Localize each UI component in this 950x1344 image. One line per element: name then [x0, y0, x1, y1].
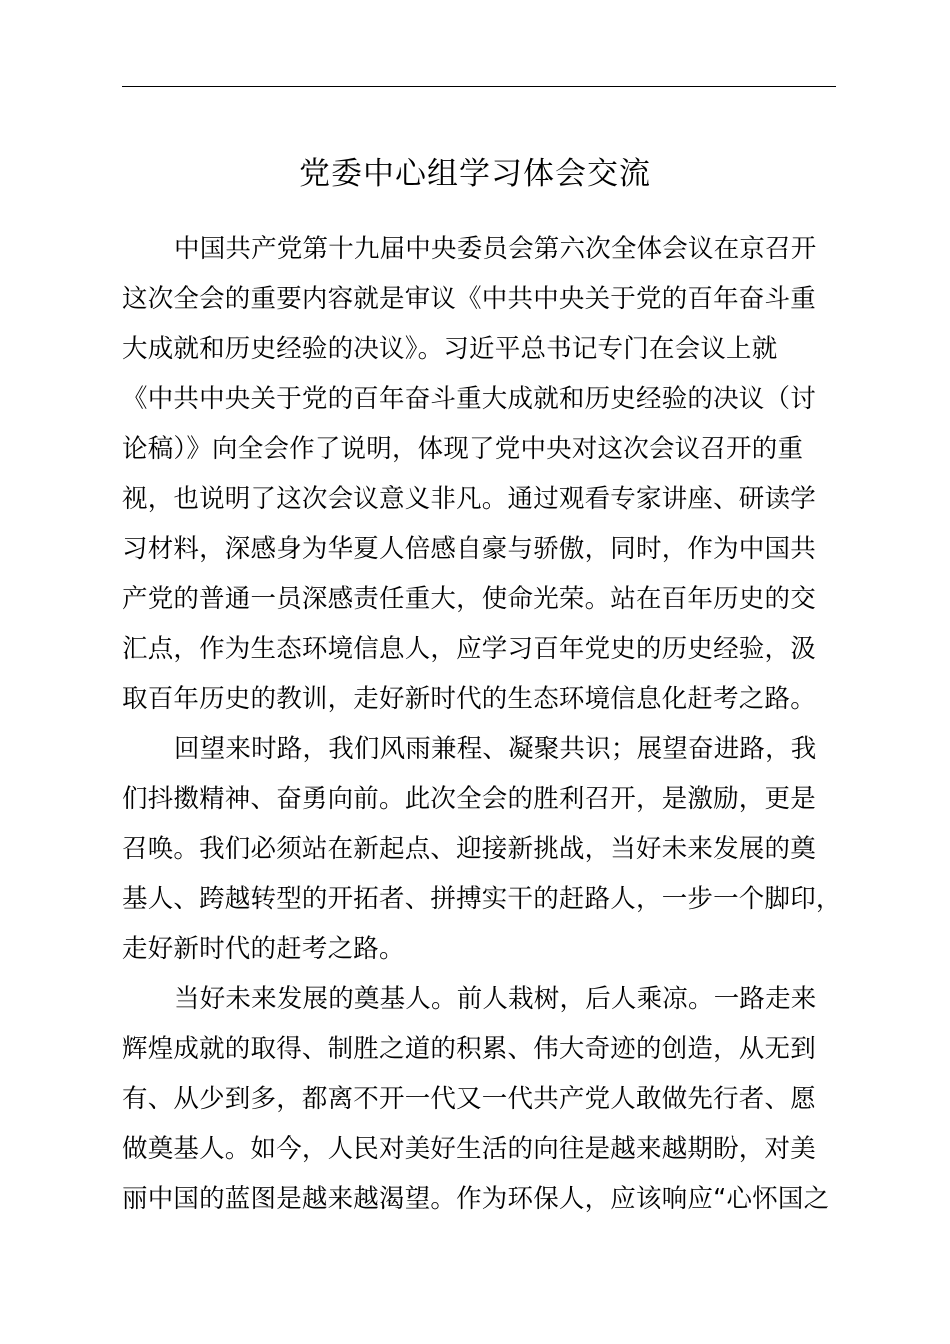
- text-line: 有、从少到多，都离不开一代又一代共产党人敢做先行者、愿: [122, 1084, 816, 1114]
- text-line: 做奠基人。如今，人民对美好生活的向往是越来越期盼，对美: [122, 1134, 816, 1164]
- text-line: 视，也说明了这次会议意义非凡。通过观看专家讲座、研读学: [122, 484, 816, 514]
- text-line: 辉煌成就的取得、制胜之道的积累、伟大奇迹的创造，从无到: [122, 1034, 816, 1064]
- text-line: 召唤。我们必须站在新起点、迎接新挑战，当好未来发展的奠: [122, 834, 816, 864]
- text-line: 论稿）》向全会作了说明，体现了党中央对这次会议召开的重: [122, 434, 804, 464]
- text-line: 产党的普通一员深感责任重大，使命光荣。站在百年历史的交: [122, 584, 816, 614]
- document-title: 党委中心组学习体会交流: [299, 156, 651, 192]
- text-line: 汇点，作为生态环境信息人，应学习百年党史的历史经验，汲: [122, 634, 816, 664]
- text-line: 们抖擞精神、奋勇向前。此次全会的胜利召开，是激励，更是: [122, 784, 816, 814]
- text-line: 大成就和历史经验的决议》。习近平总书记专门在会议上就: [122, 334, 778, 364]
- text-line: 回望来时路，我们风雨兼程、凝聚共识；展望奋进路，我: [174, 734, 817, 764]
- text-line: 取百年历史的教训，走好新时代的生态环境信息化赶考之路。: [122, 684, 816, 714]
- paragraph-2: [122, 730, 872, 980]
- text-line: 《中共中央关于党的百年奋斗重大成就和历史经验的决议（讨: [122, 384, 816, 414]
- text-line: 习材料，深感身为华夏人倍感自豪与骄傲，同时，作为中国共: [122, 534, 816, 564]
- header-rule: [122, 86, 836, 87]
- text-line: 中国共产党第十九届中央委员会第六次全体会议在京召开: [174, 234, 817, 264]
- paragraph-1: [122, 230, 872, 730]
- text-line: 丽中国的蓝图是越来越渴望。作为环保人，应该响应“心怀国之: [122, 1184, 830, 1214]
- document-body: [122, 230, 872, 1230]
- text-line: 基人、跨越转型的开拓者、拼搏实干的赶路人，一步一个脚印，: [122, 884, 842, 914]
- text-line: 当好未来发展的奠基人。前人栽树，后人乘凉。一路走来: [174, 984, 817, 1014]
- text-line: 走好新时代的赶考之路。: [122, 934, 405, 964]
- paragraph-3: [122, 980, 872, 1230]
- text-line: 这次全会的重要内容就是审议《中共中央关于党的百年奋斗重: [122, 284, 816, 314]
